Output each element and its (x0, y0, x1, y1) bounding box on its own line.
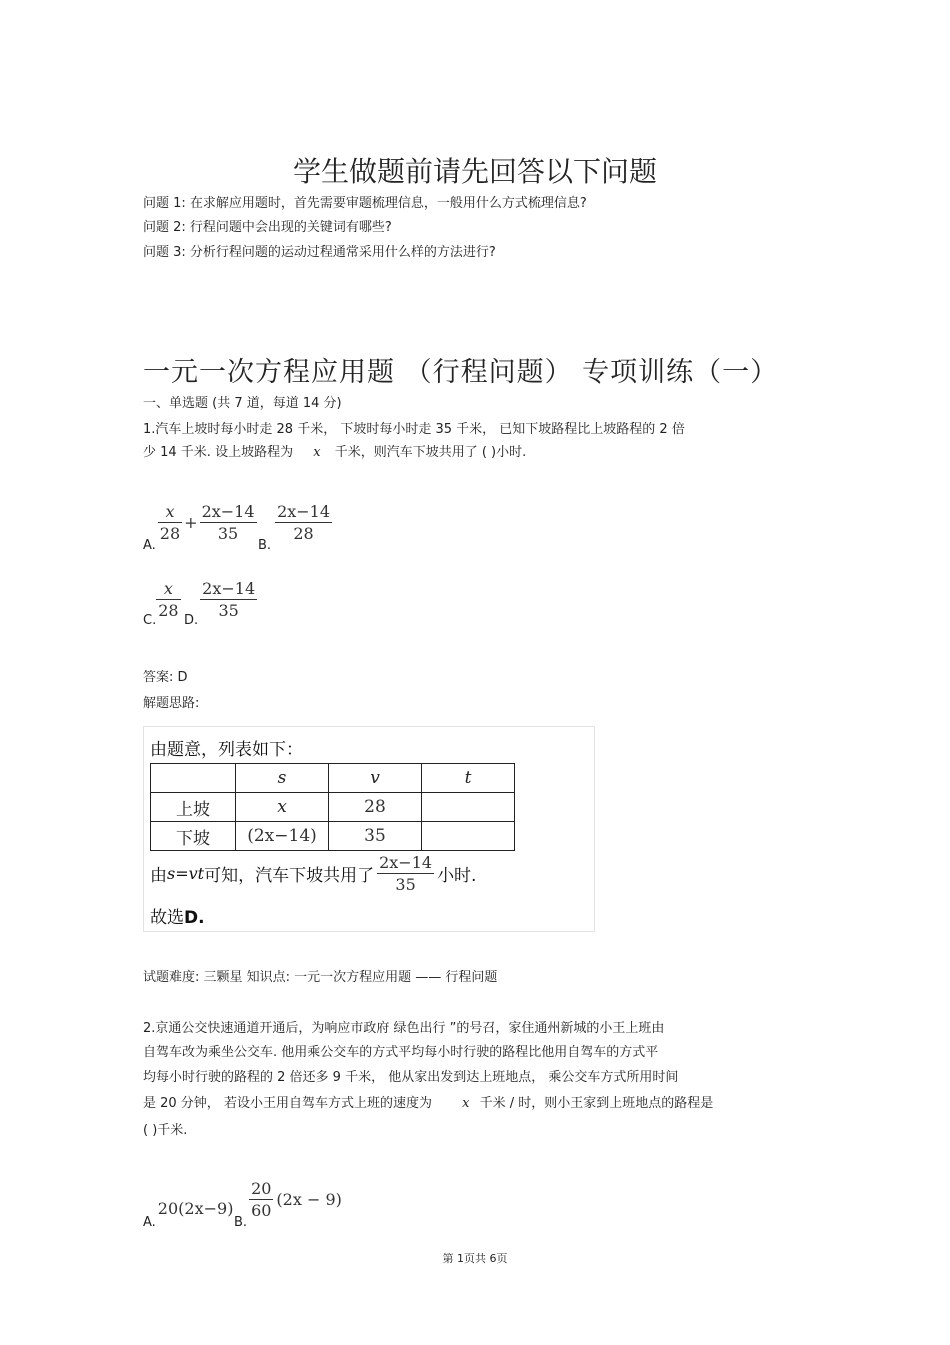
q2-option-b-den: 60 (251, 1201, 272, 1220)
solution-conclusion-mid: 可知，汽车下坡共用了 (204, 866, 375, 886)
q1-option-c-den: 28 (158, 601, 179, 620)
table-row (151, 764, 515, 793)
table-cell: (2x−14) (236, 822, 329, 851)
q1-option-a-den-1: 28 (159, 524, 181, 543)
q1-answer: 答案: D (143, 670, 188, 685)
prelim-title: 学生做题前请先回答以下问题 (292, 155, 657, 188)
q2-variable: x (462, 1096, 470, 1111)
table-cell (422, 822, 515, 851)
q2-stem-text-b: 千米 / 时，则小王家到上班地点的路程是 (479, 1096, 714, 1111)
table-cell: 35 (329, 822, 422, 851)
q1-option-d-num: 2x−14 (202, 579, 256, 598)
solution-conclusion-pre: 由 (150, 866, 167, 886)
table-header-t: t (422, 764, 515, 793)
table-cell: 下坡 (151, 822, 236, 851)
prelim-question-3: 问题 3: 分析行程问题的运动过程通常采用什么样的方法进行? (143, 245, 496, 260)
q1-option-a-num-2: 2x−14 (201, 502, 255, 521)
solution-conclusion-post: 小时. (437, 866, 477, 886)
q2-option-b[interactable] (234, 1172, 342, 1230)
table-header-v: v (329, 764, 422, 793)
q2-option-b-num: 20 (251, 1179, 272, 1198)
q1-option-a-fraction-2 (200, 502, 257, 543)
q2-stem-line-2: 自驾车改为乘坐公交车. 他用乘公交车的方式平均每小时行驶的路程比他用自驾车的方式平 (143, 1045, 659, 1060)
q1-option-c-expression (156, 579, 180, 620)
solution-conclusion (150, 853, 476, 894)
q1-option-a-den-2: 35 (217, 524, 239, 543)
solution-fraction-num: 2x−14 (379, 853, 433, 872)
q2-option-a-label: A. (143, 1215, 156, 1230)
q2-option-a[interactable] (143, 1180, 233, 1230)
q1-option-a[interactable] (143, 503, 257, 553)
q1-stem-text-b: 千米，则汽车下坡共用了 ( )小时. (334, 445, 527, 460)
solution-fraction-den: 35 (395, 875, 416, 894)
table-cell: x (236, 793, 329, 822)
q1-option-d-label: D. (184, 613, 199, 628)
q1-option-a-label: A. (143, 538, 156, 553)
q1-option-d-den: 35 (218, 601, 239, 620)
table-cell: 上坡 (151, 793, 236, 822)
q1-option-a-fraction-1 (158, 502, 182, 543)
q2-option-b-label: B. (234, 1215, 248, 1230)
q1-option-c-label: C. (143, 613, 157, 628)
solution-final-pre: 故选 (150, 908, 184, 928)
prelim-question-2: 问题 2: 行程问题中会出现的关键词有哪些? (143, 220, 392, 235)
q2-option-b-rest: (2x − 9) (276, 1190, 342, 1209)
q2-stem-line-3: 均每小时行驶的路程的 2 倍还多 9 千米， 他从家出发到达上班地点， 乘公交车方式所用时间 (143, 1070, 679, 1085)
q1-option-c[interactable] (143, 578, 181, 628)
q2-stem-line-1: 2.京通公交快速通道开通后，为响应市政府 绿色出行 ”的号召，家住通州新城的小王上班由 (143, 1021, 665, 1036)
q2-option-b-fraction (249, 1179, 273, 1220)
q1-option-a-expression (158, 502, 257, 543)
q2-stem-text-a: 是 20 分钟， 若设小王用自驾车方式上班的速度为 (143, 1096, 432, 1111)
q2-option-a-expression: 20(2x−9) (157, 1199, 234, 1218)
q1-option-a-num-1: x (165, 502, 175, 521)
table-cell (422, 793, 515, 822)
table-cell (151, 764, 236, 793)
q1-variable: x (313, 445, 321, 460)
q1-stem-line-1: 1.汽车上坡时每小时走 28 千米， 下坡时每小时走 35 千米， 已知下坡路程比上坡路程的 2 倍 (143, 422, 685, 437)
solution-table (150, 763, 515, 851)
q1-stem-line-2 (143, 444, 526, 462)
q2-stem-line-5: ( )千米. (143, 1123, 188, 1138)
q1-option-b-expression (275, 502, 332, 543)
table-header-s: s (236, 764, 329, 793)
section-subtitle: 一、单选题 (共 7 道，每道 14 分) (143, 396, 342, 411)
q1-option-b-num: 2x−14 (277, 502, 331, 521)
q1-analysis-label: 解题思路: (143, 696, 200, 711)
q1-option-d-fraction (200, 579, 257, 620)
q1-option-a-plus: + (184, 513, 198, 532)
prelim-question-1: 问题 1: 在求解应用题时，首先需要审题梳理信息，一般用什么方式梳理信息? (143, 196, 587, 211)
q1-option-b[interactable] (258, 503, 332, 553)
q1-option-c-fraction (156, 579, 180, 620)
section-title: 一元一次方程应用题 （行程问题） 专项训练（一） (143, 357, 779, 388)
q1-option-b-label: B. (258, 538, 272, 553)
solution-final (150, 903, 205, 928)
table-row (151, 822, 515, 851)
q1-meta: 试题难度: 三颗星 知识点: 一元一次方程应用题 —— 行程问题 (143, 970, 498, 985)
page-footer: 第 1页共 6页 (442, 1252, 508, 1265)
q2-stem-line-4 (143, 1095, 713, 1113)
q1-option-b-den: 28 (293, 524, 314, 543)
q1-option-d-expression (200, 579, 257, 620)
table-row (151, 793, 515, 822)
q2-option-b-expression (249, 1179, 342, 1220)
q1-solution-box (143, 726, 595, 932)
q1-option-d[interactable] (184, 578, 257, 628)
solution-intro: 由题意，列表如下： (150, 740, 303, 760)
q1-option-b-fraction (275, 502, 332, 543)
q1-option-c-num: x (163, 579, 173, 598)
solution-final-choice: D. (184, 908, 205, 928)
table-cell: 28 (329, 793, 422, 822)
q1-stem-text-a: 少 14 千米. 设上坡路程为 (143, 445, 294, 460)
solution-formula: s=vt (167, 864, 205, 883)
solution-fraction (377, 853, 434, 894)
